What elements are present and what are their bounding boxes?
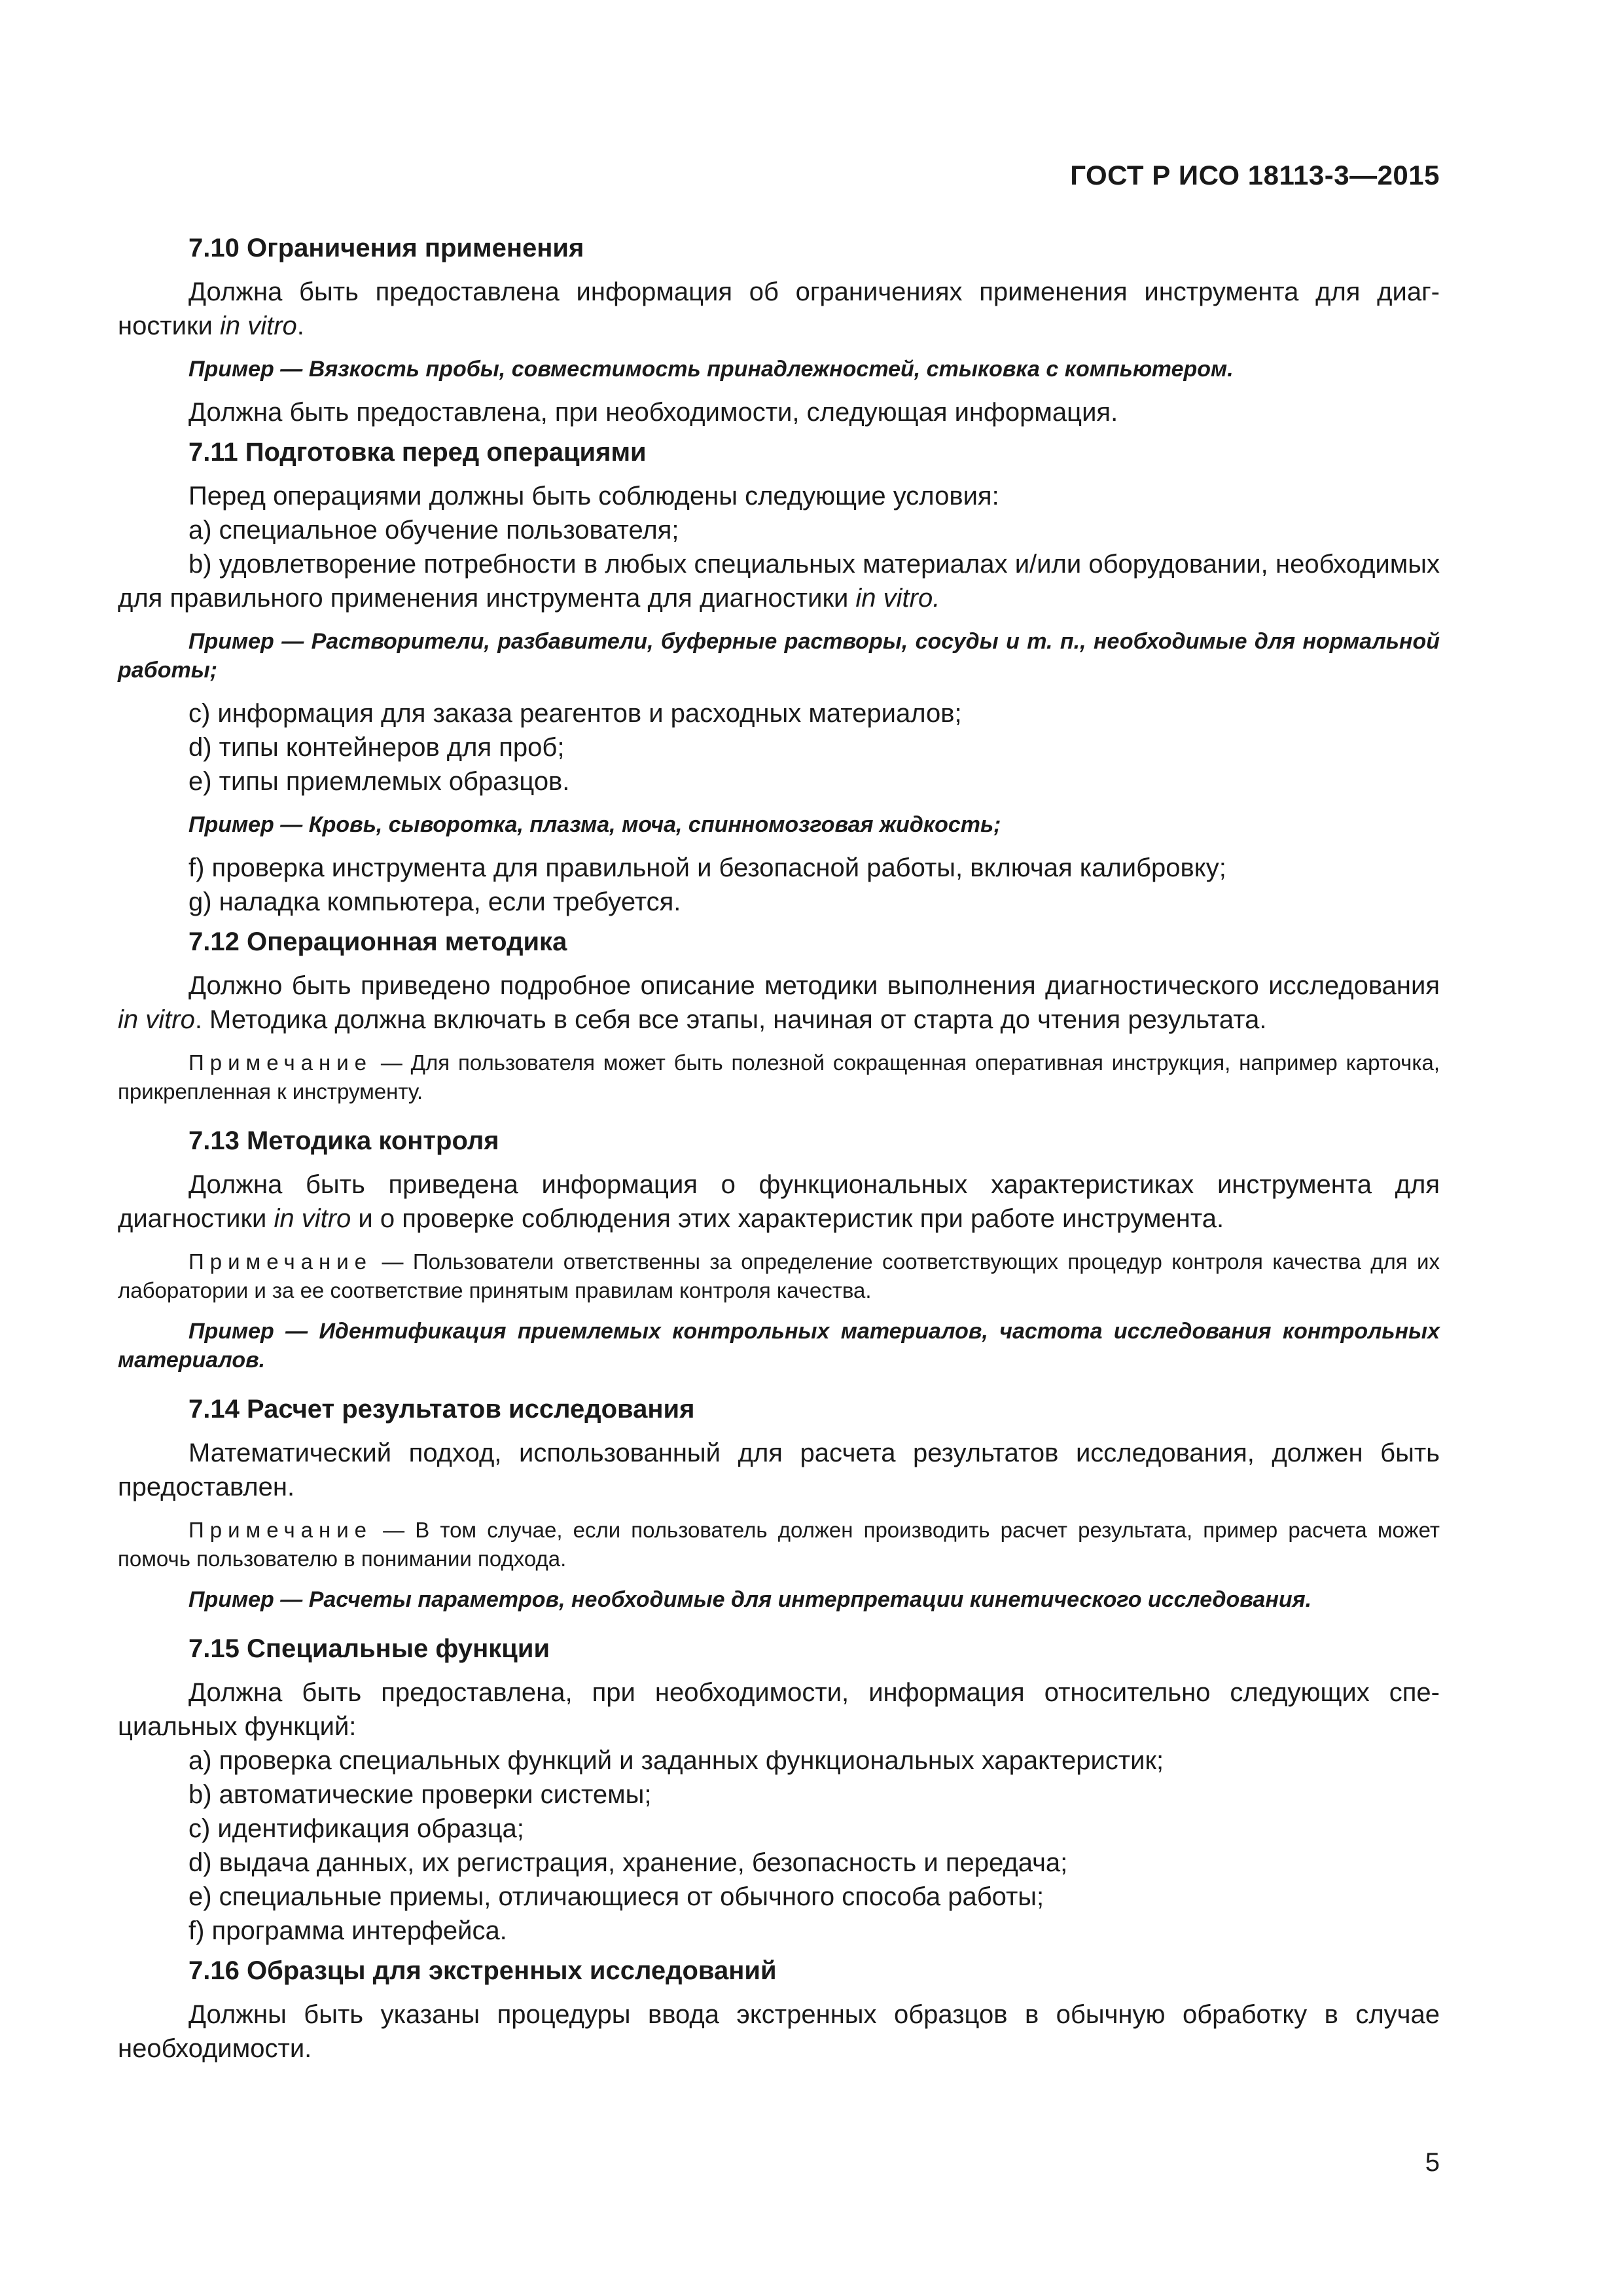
paragraph-text: и о проверке соблюдения этих характеристик при работе инструмента. bbox=[351, 1204, 1224, 1233]
document-code-header: ГОСТ Р ИСО 18113-3—2015 bbox=[1070, 160, 1440, 190]
list-item: c) информация для заказа реагентов и расходных материалов; bbox=[188, 699, 962, 728]
section-heading-7-10: 7.10 Ограничения применения bbox=[188, 234, 584, 262]
document-body bbox=[118, 230, 1440, 2066]
list-item: a) проверка специальных функций и заданных функциональных характеристик; bbox=[188, 1746, 1164, 1775]
list-item: b) автоматические проверки системы; bbox=[188, 1780, 652, 1809]
list-item: f) проверка инструмента для правильной и безопасной работы, включая калибровку; bbox=[188, 853, 1226, 882]
example-text: Пример — Растворители, разбавители, буферные растворы, сосуды и т. п., необходимые для нормальной работы; bbox=[118, 629, 1440, 683]
paragraph-text: Должно быть приведено подробное описание методики выполнения диагностического исследования bbox=[188, 971, 1440, 1000]
section-heading-7-15: 7.15 Специальные функции bbox=[188, 1634, 550, 1663]
italic-term: in vitro bbox=[118, 1005, 195, 1034]
paragraph: Должна быть предоставлена, при необходимости, следующая информация. bbox=[188, 398, 1118, 427]
section-heading-7-16: 7.16 Образцы для экстренных исследований bbox=[188, 1956, 777, 1985]
paragraph-text: Должна быть приведена информация о функциональных характеристиках инструмента для диагностики bbox=[118, 1170, 1440, 1233]
list-item: d) выдача данных, их регистрация, хранение, безопасность и передача; bbox=[188, 1848, 1068, 1877]
paragraph bbox=[118, 275, 1440, 343]
note bbox=[118, 1049, 1440, 1106]
paragraph: Должна быть предоставлена, при необходимости, информация относительно следующих специальных функций: bbox=[118, 1678, 1440, 1741]
section-heading-7-12: 7.12 Операционная методика bbox=[188, 927, 567, 956]
list-item bbox=[118, 547, 1440, 615]
italic-term: in vitro bbox=[219, 312, 297, 340]
list-item: e) типы приемлемых образцов. bbox=[188, 767, 570, 796]
example-text: Пример — Расчеты параметров, необходимые для интерпретации кинетического исследования. bbox=[188, 1587, 1312, 1612]
paragraph-text: . bbox=[296, 312, 304, 340]
note bbox=[118, 1247, 1440, 1305]
note-text: — Для пользователя может быть полезной сокращенная оперативная инструкция, например карточка, прикрепленная к инструменту. bbox=[118, 1050, 1440, 1103]
list-item: c) идентификация образца; bbox=[188, 1814, 524, 1843]
example-text: Пример — Кровь, сыворотка, плазма, моча, спинномозговая жидкость; bbox=[188, 812, 1001, 837]
paragraph: Должны быть указаны процедуры ввода экстренных образцов в обычную обработку в случае необходимости. bbox=[118, 2000, 1440, 2063]
section-heading-7-11: 7.11 Подготовка перед операциями bbox=[188, 438, 647, 467]
paragraph bbox=[118, 969, 1440, 1037]
paragraph: Перед операциями должны быть соблюдены следующие условия: bbox=[188, 482, 999, 511]
list-item: f) программа интерфейса. bbox=[188, 1916, 507, 1945]
list-item-text: b) удовлетворение потребности в любых специальных материалах и/или оборудовании, необходимых для правильного применения инструмента для диагностики bbox=[118, 550, 1440, 613]
example-text: Пример — Вязкость пробы, совместимость принадлежностей, стыковка с компьютером. bbox=[188, 357, 1234, 382]
section-heading-7-14: 7.14 Расчет результатов исследования bbox=[188, 1395, 695, 1424]
section-heading-7-13: 7.13 Методика контроля bbox=[188, 1126, 499, 1155]
note-text: — В том случае, если пользователь должен производить расчет результата, пример расчета может помочь пользователю в понимании подхода. bbox=[118, 1518, 1440, 1571]
note-label: Примечание bbox=[188, 1249, 373, 1274]
paragraph: Математический подход, использованный для расчета результатов исследования, должен быть предоставлен. bbox=[118, 1439, 1440, 1501]
list-item: d) типы контейнеров для проб; bbox=[188, 733, 565, 762]
note bbox=[118, 1516, 1440, 1573]
list-item: g) наладка компьютера, если требуется. bbox=[188, 888, 681, 916]
example-text: Пример — Идентификация приемлемых контрольных материалов, частота исследования контрольных материалов. bbox=[118, 1319, 1440, 1372]
note-label: Примечание bbox=[188, 1518, 373, 1542]
paragraph-text: . Методика должна включать в себя все этапы, начиная от старта до чтения результата. bbox=[194, 1005, 1267, 1034]
note-label: Примечание bbox=[188, 1050, 373, 1075]
list-item: a) специальное обучение пользователя; bbox=[188, 516, 679, 545]
note-text: — Пользователи ответственны за определение соответствующих процедур контроля качества для их лаборатории и за ее соответствие принятым правилам контроля качества. bbox=[118, 1249, 1440, 1302]
paragraph-text: Должна быть предоставлена информация об ограничениях применения инструмента для диагностики bbox=[118, 278, 1440, 340]
list-item: e) специальные приемы, отличающиеся от обычного способа работы; bbox=[188, 1882, 1044, 1911]
paragraph bbox=[118, 1168, 1440, 1236]
italic-term: in vitro. bbox=[855, 584, 940, 613]
italic-term: in vitro bbox=[274, 1204, 351, 1233]
page-number: 5 bbox=[1425, 2148, 1440, 2177]
